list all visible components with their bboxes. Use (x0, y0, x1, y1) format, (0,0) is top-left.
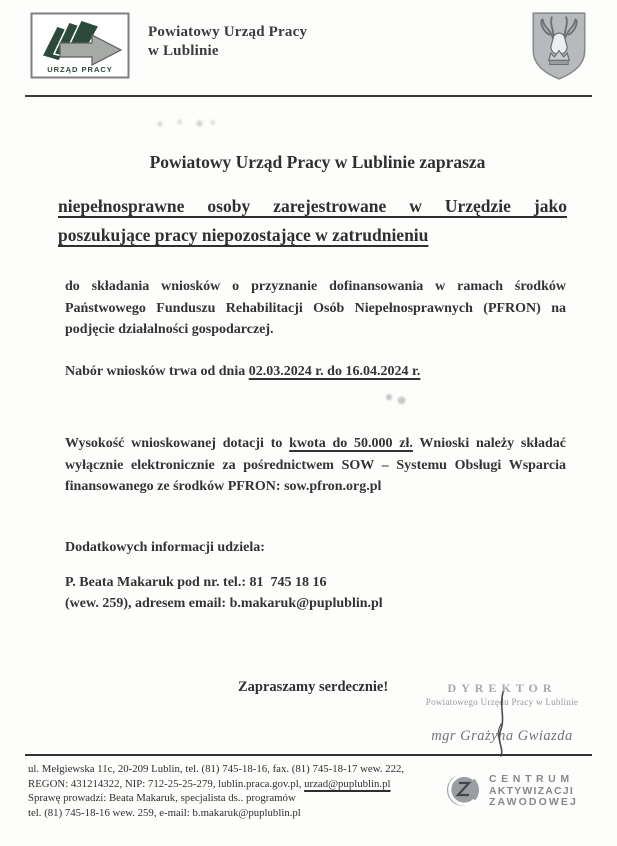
headline (58, 192, 567, 250)
footer-address-block (28, 762, 438, 820)
coat-of-arms-icon (527, 10, 591, 82)
stamp-role: DYREKTOR (447, 681, 557, 695)
grant-prefix: Wysokość wnioskowanej dotacji to (65, 436, 290, 451)
paragraph-deadline (65, 361, 566, 383)
contact-block (65, 573, 566, 614)
footer-address-text: ul. Mełgiewska 11c, 20-209 Lublin, tel. (81) 745-18-16, fax. (81) 745-18-17 wew. 222, REGON: 431214322, NIP: 712-25-25-279, lublin.praca.gov.pl, (28, 763, 405, 790)
caz-line1: CENTRUM (489, 773, 574, 785)
scan-smudge (150, 118, 216, 128)
footer-address (28, 762, 438, 791)
caz-logo-icon (444, 771, 482, 809)
page-title: Powiatowy Urząd Pracy w Lublinie zaprasza (149, 152, 486, 172)
closing-line: Zapraszamy serdecznie! (238, 679, 389, 695)
grant-amount: kwota do 50.000 zł. (289, 436, 413, 451)
caz-wordmark (489, 774, 578, 809)
contact-line2: (wew. 259), adresem email: b.makaruk@puplublin.pl (65, 595, 383, 611)
urzad-pracy-logo-icon (30, 12, 130, 80)
headline-line1: niepełnosprawne osoby zarejestrowane w Urzędzie jako (58, 196, 567, 216)
footer-case-line: Sprawę prowadzi: Beata Makaruk, specjalista ds.. programów (28, 792, 296, 805)
org-name-line1: Powiatowy Urząd Pracy (148, 24, 308, 40)
caz-line2: AKTYWIZACJI (489, 784, 574, 797)
stamp-signature-name: mgr Grażyna Gwiazda (431, 728, 573, 744)
footer-divider (25, 754, 592, 756)
headline-line2: poszukujące pracy niepozostające w zatrudnieniu (58, 225, 429, 245)
urzad-pracy-logo-caption: URZĄD PRACY (47, 65, 113, 74)
stamp-org: Powiatowego Urzędu Pracy w Lublinie (425, 697, 579, 707)
org-name-line2: w Lublinie (148, 43, 219, 59)
header-divider (25, 95, 592, 97)
paragraph-grant (65, 433, 566, 498)
deadline-dates: 02.03.2024 r. do 16.04.2024 r. (248, 364, 421, 379)
footer-contact-line: tel. (81) 745-18-16 wew. 259, e-mail: b.makaruk@puplublin.pl (28, 806, 301, 819)
caz-line3: ZAWODOWEJ (489, 796, 578, 808)
contact-line1: P. Beata Makaruk pod nr. tel.: 81 745 18 16 (65, 575, 327, 590)
scan-smudge (382, 392, 410, 405)
handwritten-signature-stroke-icon (492, 690, 510, 758)
paragraph-intro: do składania wniosków o przyznanie dofinansowania w ramach środków Państwowego Funduszu Rehabilitacji Osób Niepełnosprawnych (PFRON) na podjęcie działalności gospodarczej. (65, 279, 566, 337)
deadline-prefix: Nabór wniosków trwa od dnia (65, 364, 249, 379)
footer-email-link: urzad@puplublin.pl (304, 777, 391, 790)
info-heading: Dodatkowych informacji udziela: (65, 540, 265, 555)
org-name (148, 23, 307, 61)
grant-suffix: Wnioski należy składać wyłącznie elektronicznie za pośrednictwem SOW – Systemu Obsługi Wsparcia finansowanego ze środków PFRON: sow.pfron.org.pl (65, 436, 566, 494)
